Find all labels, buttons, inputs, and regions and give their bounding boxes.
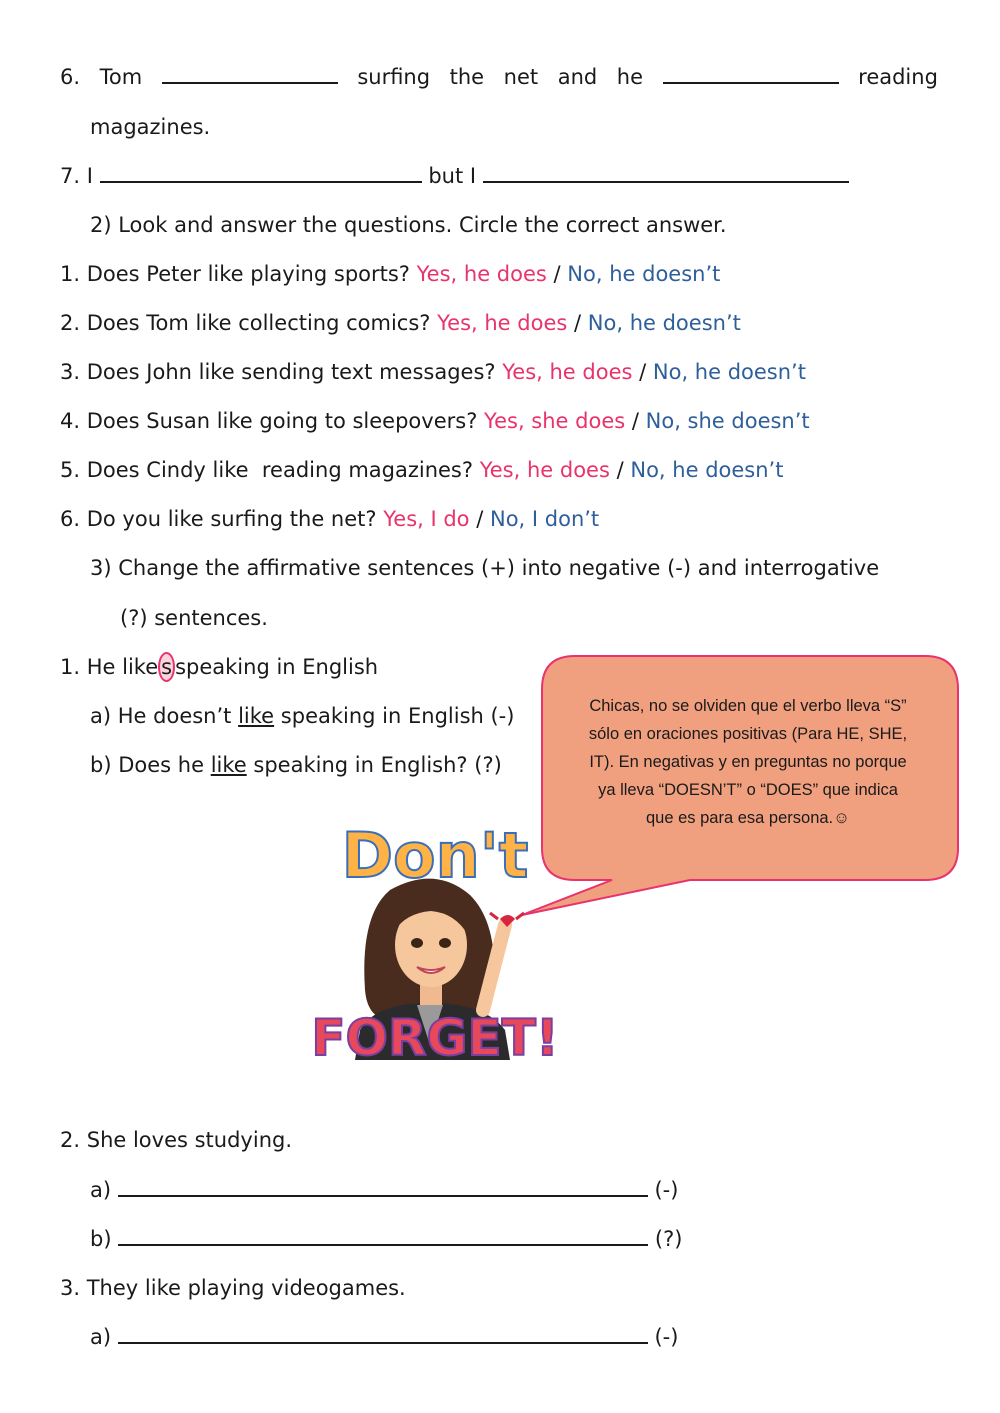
question-text: Does Cindy like reading magazines?: [86, 458, 474, 482]
item-number: 5.: [60, 458, 81, 482]
word: and: [557, 65, 598, 89]
item-number: 1.: [60, 655, 81, 679]
exercise-3-item-3-a: [90, 1322, 678, 1352]
answer-no[interactable]: No, he doesn’t: [587, 311, 741, 335]
answer-yes[interactable]: Yes, he does: [479, 458, 610, 482]
word: reading: [858, 65, 938, 89]
answer-no[interactable]: No, I don’t: [489, 507, 600, 531]
underlined-verb: like: [210, 753, 247, 777]
circled-letter: s: [158, 652, 175, 682]
underlined-verb: like: [238, 704, 275, 728]
separator: /: [631, 409, 639, 433]
answer-no[interactable]: No, he doesn’t: [652, 360, 806, 384]
bubble-line: Chicas, no se olviden que el verbo lleva “S”: [589, 697, 907, 715]
bubble-line: IT). En negativas y en preguntas no porque: [589, 753, 907, 771]
exercise-3-item-2-b: [90, 1224, 682, 1254]
item-number: 1.: [60, 262, 81, 286]
word: surfing: [357, 65, 431, 89]
item-number: 7.: [60, 164, 81, 188]
section-2-heading: 2) Look and answer the questions. Circle the correct answer.: [90, 213, 727, 237]
answer-yes[interactable]: Yes, he does: [416, 262, 547, 286]
sticker-bottom-text: FORGET!: [311, 1009, 559, 1067]
answer-yes[interactable]: Yes, she does: [484, 409, 626, 433]
separator: /: [553, 262, 561, 286]
sub-label: a): [90, 1325, 112, 1349]
word: the: [449, 65, 485, 89]
separator: /: [639, 360, 647, 384]
item-number: 3.: [60, 360, 81, 384]
separator: /: [616, 458, 624, 482]
sentence-end: speaking in English: [175, 655, 379, 679]
item-number: 6.: [60, 65, 81, 89]
answer-yes[interactable]: Yes, I do: [383, 507, 470, 531]
item-number: 6.: [60, 507, 81, 531]
sub-label: a): [90, 1178, 112, 1202]
word: but I: [428, 164, 477, 188]
answer-no[interactable]: No, he doesn’t: [630, 458, 784, 482]
answer-blank[interactable]: [118, 1224, 648, 1246]
item-number: 4.: [60, 409, 81, 433]
section-3-heading: 3) Change the affirmative sentences (+) into negative (-) and interrogative: [90, 556, 880, 580]
question-text: Do you like surfing the net?: [86, 507, 377, 531]
bubble-line: que es para esa persona.☺: [646, 809, 850, 827]
sign-marker: (?): [654, 1227, 683, 1251]
item-number: 2.: [60, 1128, 81, 1152]
separator: /: [574, 311, 582, 335]
sentence-end: speaking in English? (?): [253, 753, 502, 777]
answer-blank[interactable]: [118, 1175, 648, 1197]
item-number: 2.: [60, 311, 81, 335]
exercise-3-item-2-a: [90, 1175, 678, 1205]
separator: /: [476, 507, 484, 531]
answer-no[interactable]: No, he doesn’t: [567, 262, 721, 286]
sub-label: b): [90, 753, 112, 777]
sticker-top-text: Don't: [341, 819, 529, 892]
sub-label: b): [90, 1227, 112, 1251]
question-text: Does Peter like playing sports?: [86, 262, 410, 286]
exercise-3-item-2: [60, 1125, 292, 1155]
item-number: 3.: [60, 1276, 81, 1300]
exercise-3-item-3: [60, 1273, 406, 1303]
word: he: [616, 65, 644, 89]
question-text: Does John like sending text messages?: [86, 360, 496, 384]
word: I: [86, 164, 93, 188]
answer-no[interactable]: No, she doesn’t: [645, 409, 810, 433]
word: Tom: [99, 65, 143, 89]
bubble-line: sólo en oraciones positivas (Para HE, SHE,: [588, 725, 908, 743]
question-text: Does Tom like collecting comics?: [86, 311, 431, 335]
sentence-start: He doesn’t: [117, 704, 232, 728]
sign-marker: (-): [654, 1178, 679, 1202]
sentence: She loves studying.: [86, 1128, 293, 1152]
sentence-start: Does he: [118, 753, 205, 777]
sentence: They like playing videogames.: [86, 1276, 406, 1300]
section-3-heading-continued: (?) sentences.: [120, 606, 268, 630]
sentence-start: He like: [86, 655, 159, 679]
answer-yes[interactable]: Yes, he does: [502, 360, 633, 384]
exercise-1-item-6-continued: magazines.: [90, 115, 211, 139]
bubble-line: ya lleva “DOESN’T” o “DOES” que indica: [598, 781, 898, 799]
sign-marker: (-): [654, 1325, 679, 1349]
sub-label: a): [90, 704, 112, 728]
speech-bubble-text: [548, 692, 948, 832]
question-text: Does Susan like going to sleepovers?: [86, 409, 478, 433]
sentence-end: speaking in English (-): [280, 704, 515, 728]
dont-forget-sticker: [305, 815, 565, 1075]
word: net: [503, 65, 539, 89]
answer-blank[interactable]: [118, 1322, 648, 1344]
answer-yes[interactable]: Yes, he does: [437, 311, 568, 335]
